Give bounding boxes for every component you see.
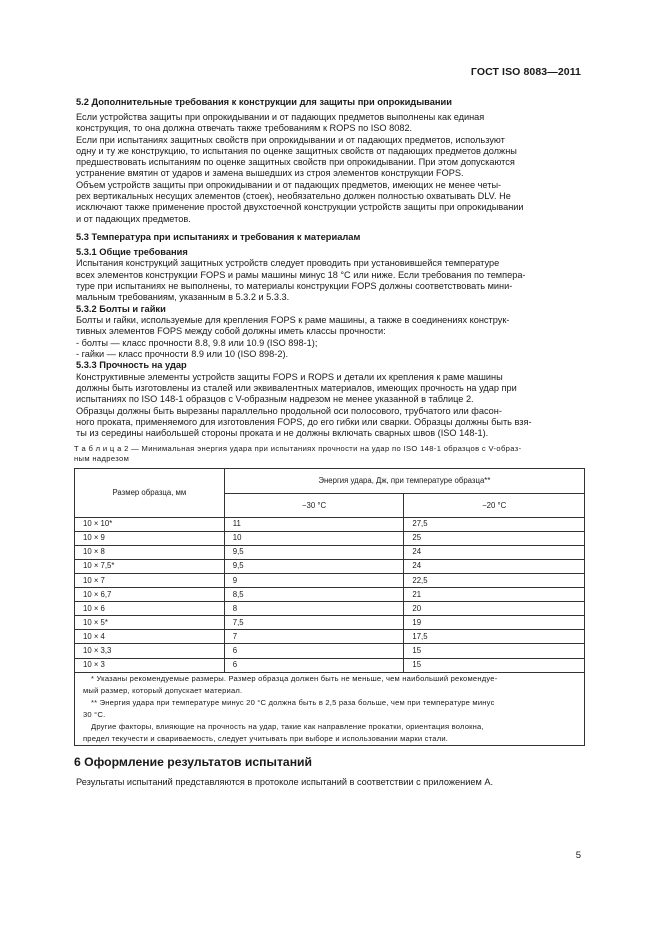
cell-size: 10 × 10* [75,517,225,531]
text-line: исключают также применение простой двухстоечной конструкции устройств защиты при опрокидывании [76,202,524,213]
table-notes [75,672,585,745]
table-row [75,616,585,630]
column-header-minus-30: −30 °С [224,493,404,517]
text-line: ты из середины наибольшей стороны проката и не должны включать сварных швов (ISO 148-1). [76,428,489,439]
column-header-sample-size: Размер образца, мм [75,468,225,517]
text-line: Болты и гайки, используемые для крепления FOPS к раме машины, а также в соединениях конструк- [76,315,510,326]
cell-energy-minus-30: 8,5 [224,588,404,602]
cell-energy-minus-20: 25 [404,531,585,545]
table-2-caption [74,444,584,465]
text-line: тивных элементов FOPS между собой должны иметь классы прочности: [76,326,386,337]
section-5-2-body [76,112,584,225]
section-5-3-title: 5.3 Температура при испытаниях и требования к материалам [76,231,361,242]
table-row [75,658,585,672]
cell-size: 10 × 9 [75,531,225,545]
cell-size: 10 × 7,5* [75,559,225,573]
text-line: рех вертикальных несущих элементов (стоек), необязательно должен полностью охватывать DLV. Не [76,191,511,202]
cell-energy-minus-20: 27,5 [404,517,585,531]
cell-energy-minus-30: 11 [224,517,404,531]
page-content [76,96,584,788]
table-row [75,630,585,644]
text-line: Образцы должны быть вырезаны параллельно продольной оси полосового, трубчатого или фасон- [76,405,502,416]
section-6-title: 6 Оформление результатов испытаний [74,754,313,769]
cell-energy-minus-30: 6 [224,644,404,658]
cell-energy-minus-30: 9 [224,574,404,588]
cell-energy-minus-30: 7,5 [224,616,404,630]
text-line: всех элементов конструкции FOPS и рамы машины минус 18 °С или ниже. Если требования по темпера- [76,269,526,280]
caption-line: Т а б л и ц а 2 — Минимальная энергия удара при испытаниях прочности на удар по ISO 148-1 образцов с V-образ- [74,443,522,453]
text-line: предшествовать испытаниям по оценке защитных свойств при опрокидывании. При этом допускаются [76,157,515,168]
section-5-2-title: 5.2 Дополнительные требования к конструкции для защиты при опрокидывании [76,97,452,107]
cell-energy-minus-20: 21 [404,588,585,602]
caption-line: ным надрезом [74,454,130,464]
text-line: Если при испытаниях защитных свойств при опрокидывании и от падающих предметов, используют [76,134,505,145]
table-row [75,531,585,545]
table-row [75,644,585,658]
text-line: должны быть изготовлены из сталей или эквивалентных материалов, имеющих прочность на удар при [76,383,517,394]
cell-energy-minus-30: 8 [224,602,404,616]
section-5-3-1-title: 5.3.1 Общие требования [76,246,188,257]
cell-size: 10 × 3 [75,658,225,672]
section-5-3-1-body [76,258,584,303]
cell-energy-minus-30: 9,5 [224,559,404,573]
impact-energy-table [74,468,585,746]
cell-size: 10 × 4 [75,630,225,644]
document-code-header: ГОСТ ISO 8083—2011 [470,66,581,78]
note-line: * Указаны рекомендуемые размеры. Размер образца должен быть не меньше, чем наибольший рекомендуе- [91,673,498,683]
cell-energy-minus-20: 15 [404,644,585,658]
section-5-3-2-title: 5.3.2 Болты и гайки [76,303,166,314]
page-number: 5 [575,850,581,861]
note-line: предел текучести и свариваемость, следует учитывать при выборе и использовании марки стали. [83,733,449,743]
text-line: Если устройства защиты при опрокидывании и от падающих предметов выполнены как единая [76,112,485,122]
text-line: туре при испытаниях не выполнены, то материалы конструкции FOPS должны соответствовать мини- [76,281,513,292]
cell-size: 10 × 3,3 [75,644,225,658]
text-line: испытаниях по ISO 148-1 образцов с V-образным надрезом не менее указанной в таблице 2. [76,394,474,405]
cell-energy-minus-20: 22,5 [404,574,585,588]
text-line: Объем устройств защиты при опрокидывании и от падающих предметов, имеющих не менее четы- [76,179,502,190]
cell-energy-minus-30: 6 [224,658,404,672]
text-line: Конструктивные элементы устройств защиты FOPS и ROPS и детали их крепления к раме машины [76,371,503,382]
table-notes-row [75,672,585,745]
cell-energy-minus-30: 7 [224,630,404,644]
cell-energy-minus-20: 24 [404,545,585,559]
text-line: конструкция, то она должна отвечать также требованиям к ROPS по ISO 8082. [76,123,413,134]
cell-size: 10 × 7 [75,574,225,588]
note-line: ** Энергия удара при температуре минус 20 °С должна быть в 2,5 раза больше, чем при температуре минус [91,697,495,707]
table-row [75,559,585,573]
text-line: мальным требованиям, указанным в 5.3.2 и 5.3.3. [76,292,290,303]
text-line: и от падающих предметов. [76,213,191,224]
table-row [75,588,585,602]
text-line: Испытания конструкций защитных устройств следует проводить при установившейся температуре [76,258,500,269]
cell-energy-minus-30: 9,5 [224,545,404,559]
text-line: ного проката, применяемого для изготовления FOPS, до его гибки или сварки. Образцы должны быть взя- [76,417,532,428]
cell-energy-minus-20: 20 [404,602,585,616]
cell-size: 10 × 8 [75,545,225,559]
cell-energy-minus-20: 24 [404,559,585,573]
table-row [75,517,585,531]
section-5-3-3-body [76,372,584,440]
text-line: одну и ту же конструкцию, то испытания по оценке защитных свойств от падающих предметов должны [76,145,517,156]
list-item: - гайки — класс прочности 8.9 или 10 (ISO 898-2). [76,349,289,360]
cell-size: 10 × 6 [75,602,225,616]
column-header-impact-energy: Энергия удара, Дж, при температуре образца** [224,468,584,493]
note-line: мый размер, который допускает материал. [83,685,243,695]
section-5-3-2-body [76,315,584,360]
table-row [75,545,585,559]
cell-energy-minus-30: 10 [224,531,404,545]
cell-energy-minus-20: 17,5 [404,630,585,644]
cell-energy-minus-20: 15 [404,658,585,672]
table-row [75,574,585,588]
column-header-minus-20: −20 °С [404,493,585,517]
cell-size: 10 × 6,7 [75,588,225,602]
cell-size: 10 × 5* [75,616,225,630]
section-6-text: Результаты испытаний представляются в протоколе испытаний в соответствии с приложением А. [76,776,494,787]
section-5-3-3-title: 5.3.3 Прочность на удар [76,360,187,371]
table-row [75,602,585,616]
cell-energy-minus-20: 19 [404,616,585,630]
text-line: устранение вмятин от ударов и замена вышедших из строя элементов конструкции FOPS. [76,168,464,179]
note-line: Другие факторы, влияющие на прочность на удар, такие как направление прокатки, ориентация волокна, [91,721,484,731]
list-item: - болты — класс прочности 8.8, 9.8 или 10.9 (ISO 898-1); [76,337,318,348]
note-line: 30 °С. [83,709,106,719]
